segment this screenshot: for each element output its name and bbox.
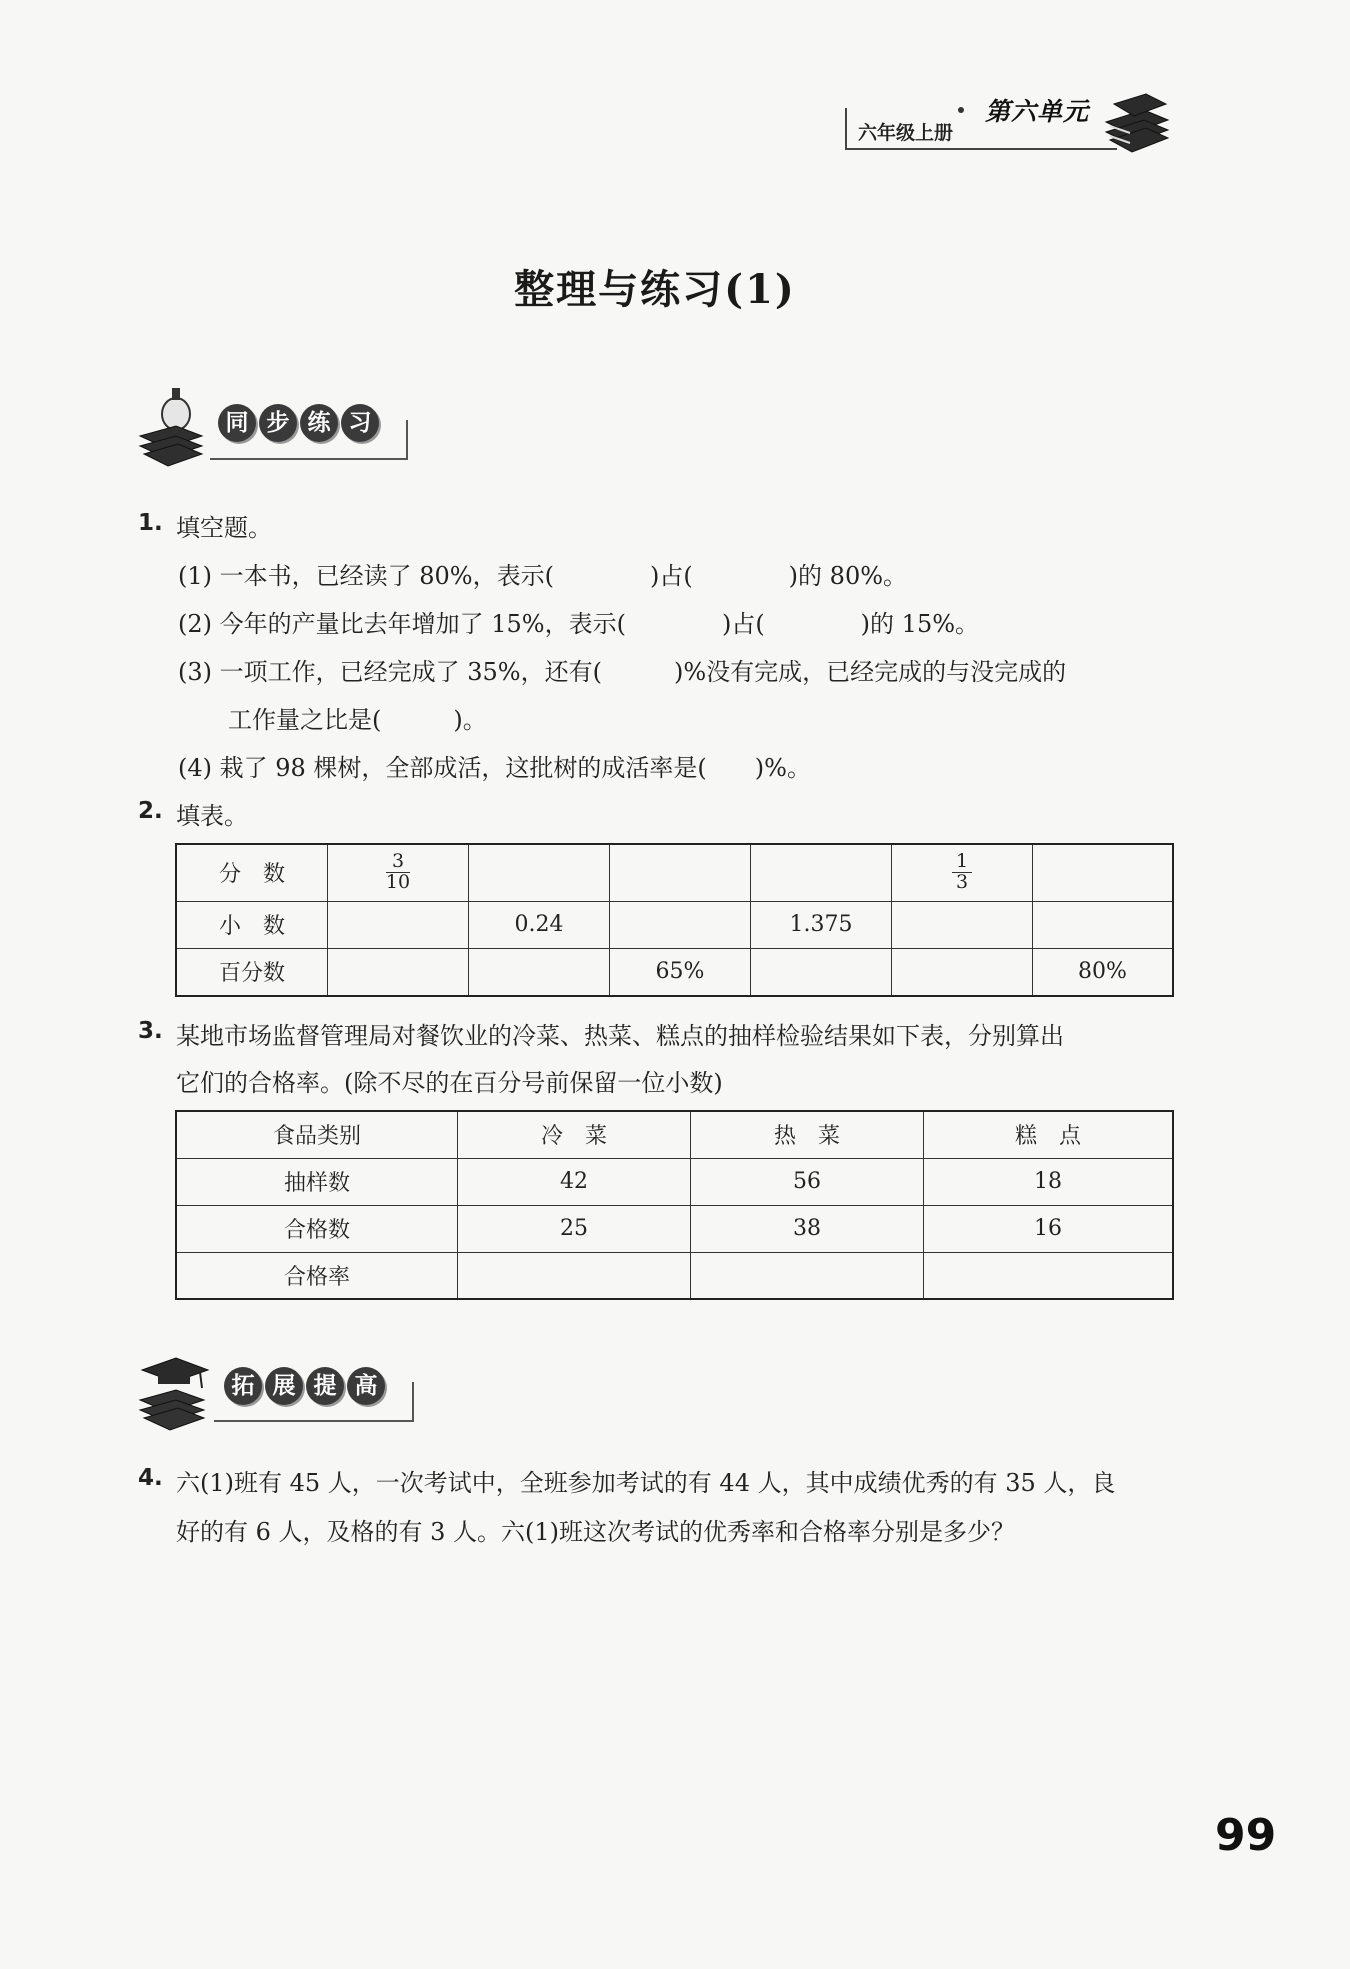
- q3-stem-line2: 它们的合格率。(除不尽的在百分号前保留一位小数): [176, 1069, 723, 1097]
- blank-cell[interactable]: [751, 844, 892, 901]
- header-cell: 冷 菜: [458, 1111, 691, 1158]
- page-number: 99: [1215, 1810, 1277, 1861]
- badge-char: 提: [306, 1367, 344, 1405]
- value-cell: 42: [458, 1158, 691, 1205]
- q1-item-3: (3) 一项工作，已经完成了 35%，还有( )%没有完成，已经完成的与没完成的: [178, 658, 1067, 686]
- blank-cell[interactable]: [1033, 901, 1174, 948]
- decimal-cell: 0.24: [469, 901, 610, 948]
- badge-char: 练: [300, 404, 338, 442]
- q4-number: 4.: [138, 1465, 163, 1491]
- badge-char: 拓: [224, 1367, 262, 1405]
- q2-number: 2.: [138, 798, 163, 824]
- q1-item-1: (1) 一本书，已经读了 80%，表示( )占( )的 80%。: [178, 562, 908, 590]
- row-label: 抽样数: [176, 1158, 458, 1205]
- blank-cell[interactable]: [469, 948, 610, 996]
- percent-cell: 65%: [610, 948, 751, 996]
- blank-cell[interactable]: [892, 948, 1033, 996]
- blank-cell[interactable]: [328, 948, 469, 996]
- value-cell: 38: [691, 1205, 924, 1252]
- fraction-cell: [892, 844, 1033, 901]
- q1-item-2: (2) 今年的产量比去年增加了 15%，表示( )占( )的 15%。: [178, 610, 980, 638]
- q3-number: 3.: [138, 1018, 163, 1044]
- blank-cell[interactable]: [610, 844, 751, 901]
- blank-cell[interactable]: [691, 1252, 924, 1299]
- section-badge-sync: [218, 404, 382, 442]
- row-label-decimal: 小 数: [176, 901, 328, 948]
- q1-item-3-cont: 工作量之比是( )。: [228, 706, 487, 734]
- fraction-cell: [328, 844, 469, 901]
- value-cell: 56: [691, 1158, 924, 1205]
- blank-cell[interactable]: [924, 1252, 1174, 1299]
- value-cell: 25: [458, 1205, 691, 1252]
- blank-cell[interactable]: [610, 901, 751, 948]
- q1-stem: 填空题。: [176, 514, 272, 542]
- row-label-fraction: 分 数: [176, 844, 328, 901]
- header-cell: 食品类别: [176, 1111, 458, 1158]
- q3-table: [175, 1110, 1174, 1300]
- fraction-3-10: $\frac{3}{10}$: [385, 849, 411, 893]
- graduation-cap-books-icon: [136, 1352, 212, 1432]
- blank-cell[interactable]: [328, 901, 469, 948]
- percent-cell: 80%: [1033, 948, 1174, 996]
- row-label: 合格数: [176, 1205, 458, 1252]
- header-cell: 糕 点: [924, 1111, 1174, 1158]
- value-cell: 16: [924, 1205, 1174, 1252]
- row-label: 合格率: [176, 1252, 458, 1299]
- page-title: 整理与练习(1): [514, 266, 796, 313]
- header-cell: 热 菜: [691, 1111, 924, 1158]
- books-lamp-icon: [136, 386, 208, 468]
- section-badge-extend: [224, 1367, 388, 1405]
- blank-cell[interactable]: [469, 844, 610, 901]
- blank-cell[interactable]: [892, 901, 1033, 948]
- books-stack-icon: [1100, 82, 1172, 154]
- q3-stem-line1: 某地市场监督管理局对餐饮业的冷菜、热菜、糕点的抽样检验结果如下表，分别算出: [176, 1022, 1064, 1050]
- q2-stem: 填表。: [176, 802, 248, 830]
- grade-label: 六年级上册: [858, 122, 954, 144]
- row-label-percent: 百分数: [176, 948, 328, 996]
- decimal-cell: 1.375: [751, 901, 892, 948]
- fraction-1-3: $\frac{1}{3}$: [952, 852, 972, 893]
- q4-line1: 六(1)班有 45 人，一次考试中，全班参加考试的有 44 人，其中成绩优秀的有 35 人，良: [176, 1469, 1116, 1497]
- blank-cell[interactable]: [458, 1252, 691, 1299]
- badge-char: 步: [259, 404, 297, 442]
- q4-line2: 好的有 6 人，及格的有 3 人。六(1)班这次考试的优秀率和合格率分别是多少？: [176, 1518, 1016, 1546]
- unit-label: 第六单元: [985, 97, 1090, 126]
- blank-cell[interactable]: [751, 948, 892, 996]
- q1-number: 1.: [138, 510, 163, 536]
- blank-cell[interactable]: [1033, 844, 1174, 901]
- header-dot: [958, 107, 964, 113]
- q1-item-4: (4) 栽了 98 棵树，全部成活，这批树的成活率是( )%。: [178, 754, 811, 782]
- value-cell: 18: [924, 1158, 1174, 1205]
- badge-char: 同: [218, 404, 256, 442]
- badge-char: 展: [265, 1367, 303, 1405]
- badge-char: 习: [341, 404, 379, 442]
- badge-char: 高: [347, 1367, 385, 1405]
- q2-table: [175, 843, 1174, 997]
